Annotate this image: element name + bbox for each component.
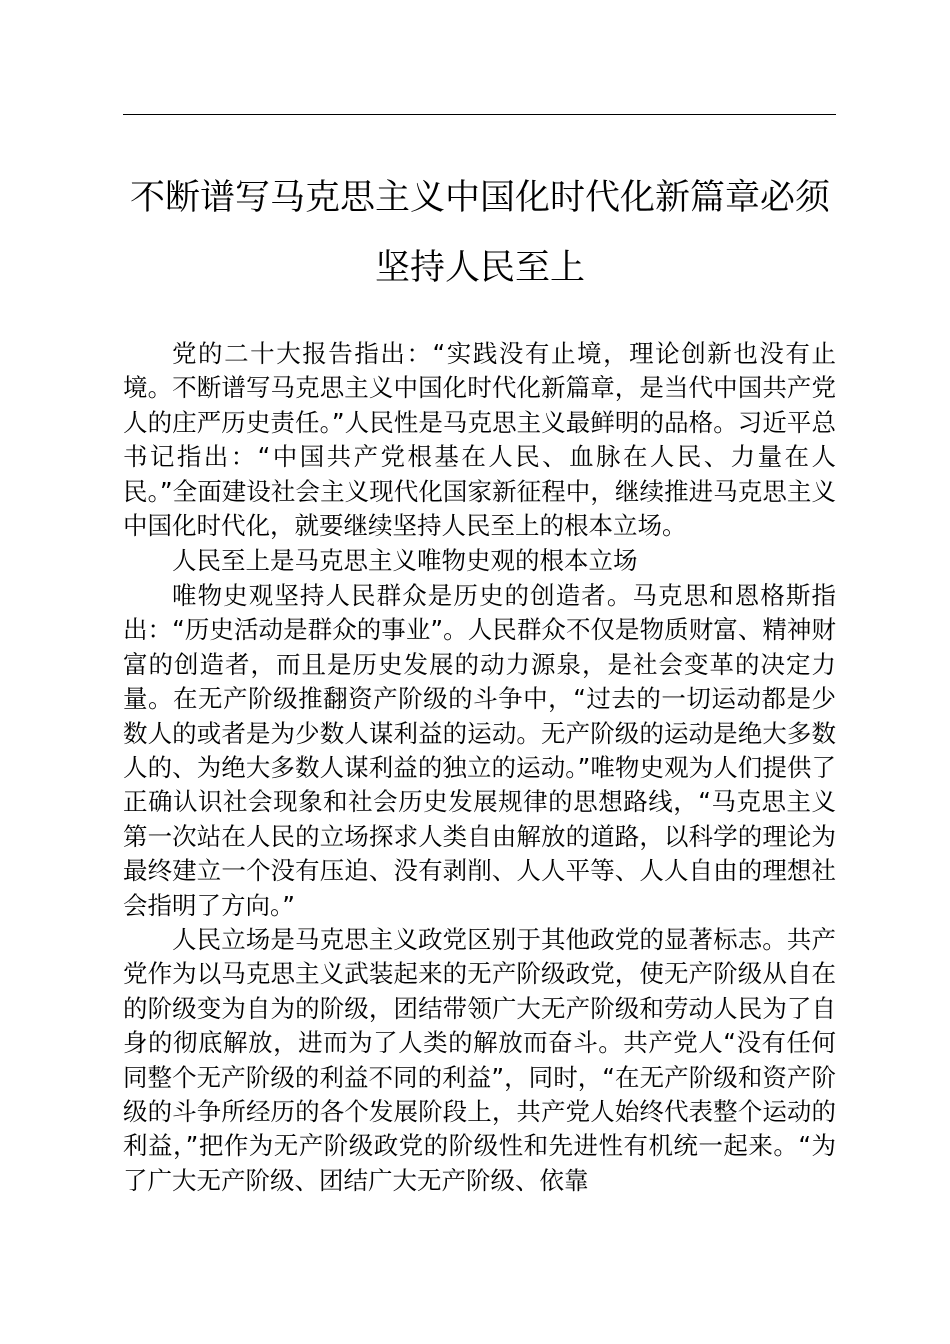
header-rule [123, 114, 836, 115]
paragraph-3-text: 人民立场是马克思主义政党区别于其他政党的显著标志。共产党作为以马克思主义武装起来的无产阶级政党，使无产阶级从自在的阶级变为自为的阶级，团结带领广大无产阶级和劳动人民为了自身的彻底解放，进而为了人类的解放而奋斗。共产党人“没有任何同整个无产阶级的利益不同的利益”，同时，“在无产阶级和资产阶级的斗争所经历的各个发展阶段上，共产党人始终代表整个运动的利益，”把作为无产阶级政党的阶级性和先进性有机统一起来。“为了广大无产阶级、团结广大无产阶级、依靠 [123, 925, 836, 1195]
paragraph-1-text: 党的二十大报告指出：“实践没有止境，理论创新也没有止境。不断谱写马克思主义中国化时代化新篇章，是当代中国共产党人的庄严历史责任。”人民性是马克思主义最鲜明的品格。习近平总书记指出：“中国共产党根基在人民、血脉在人民、力量在人民。”全面建设社会主义现代化国家新征程中，继续推进马克思主义中国化时代化，就要继续坚持人民至上的根本立场。 [123, 339, 836, 541]
document-title-line-2: 坚持人民至上 [374, 248, 585, 288]
paragraph-3 [123, 923, 836, 1198]
paragraph-2-text: 唯物史观坚持人民群众是历史的创造者。马克思和恩格斯指出：“历史活动是群众的事业”。人民群众不仅是物质财富、精神财富的创造者，而且是历史发展的动力源泉，是社会变革的决定力量。在无产阶级推翻资产阶级的斗争中，“过去的一切运动都是少数人的或者是为少数人谋利益的运动。无产阶级的运动是绝大多数人的、为绝大多数人谋利益的独立的运动。”唯物史观为人们提供了正确认识社会现象和社会历史发展规律的思想路线，“马克思主义第一次站在人民的立场探求人类自由解放的道路，以科学的理论为最终建立一个没有压迫、没有剥削、人人平等、人人自由的理想社会指明了方向。” [123, 581, 836, 920]
paragraph-2 [123, 579, 836, 923]
section-heading-1-text: 人民至上是马克思主义唯物史观的根本立场 [172, 546, 638, 575]
section-heading-1 [123, 544, 836, 578]
paragraph-1 [123, 337, 836, 543]
document-title-line-1: 不断谱写马克思主义中国化时代化新篇章必须 [129, 178, 830, 218]
